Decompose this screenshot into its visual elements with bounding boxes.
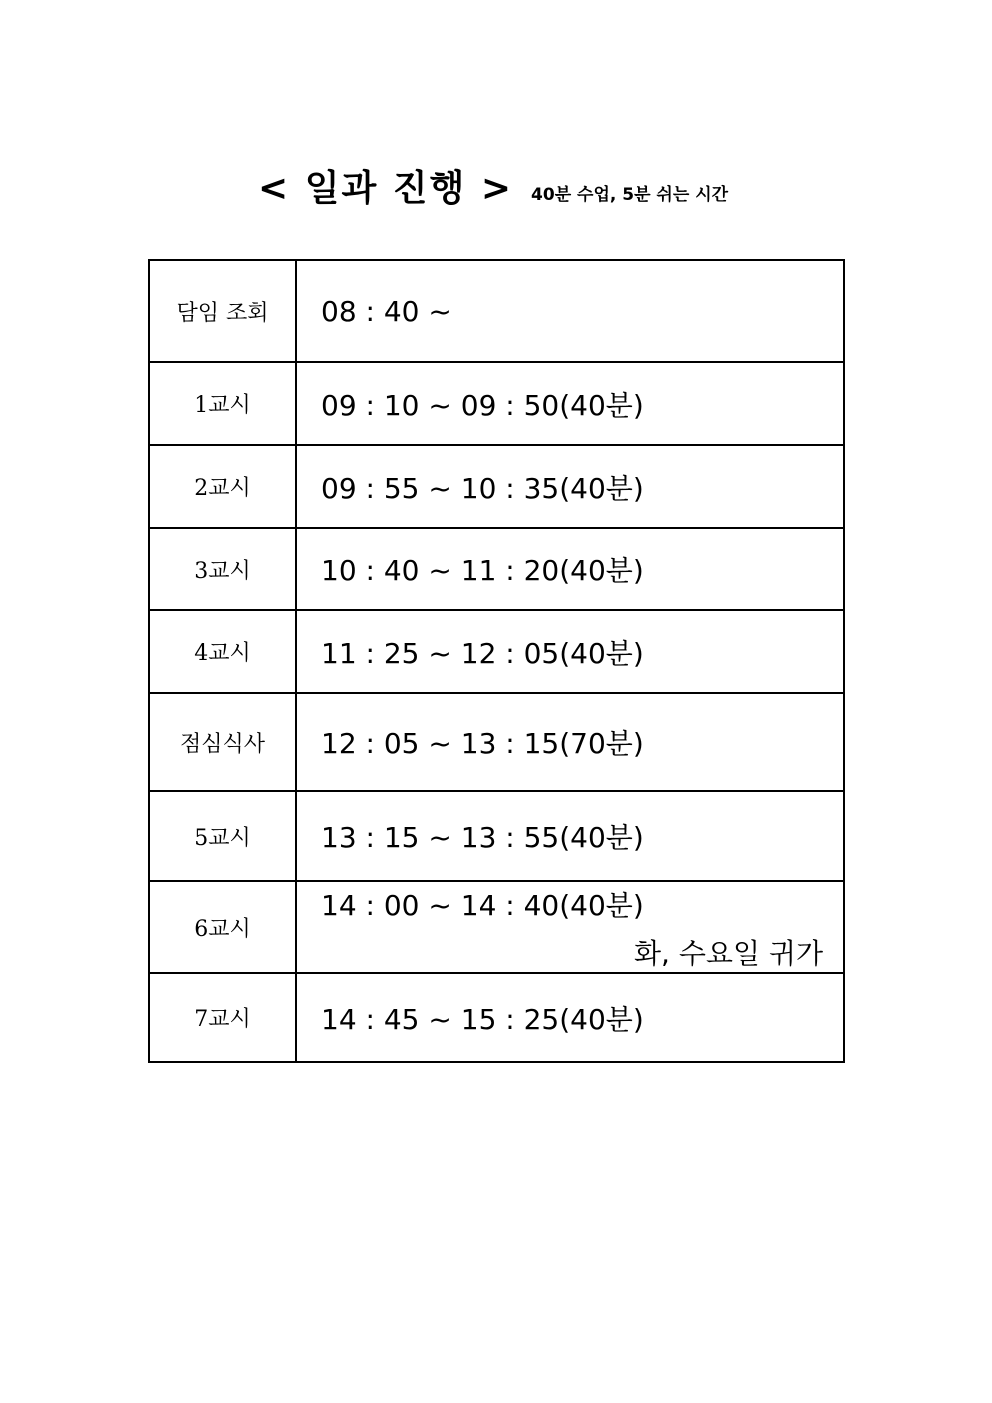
table-row <box>149 973 844 1062</box>
schedule-table <box>148 259 845 1063</box>
table-row <box>149 362 844 445</box>
period-label: 6교시 <box>149 881 296 973</box>
page-subtitle: 40분 수업, 5분 쉬는 시간 <box>531 185 729 205</box>
period-time: 14 : 45 ~ 15 : 25(40분) <box>296 973 844 1062</box>
table-row <box>149 693 844 791</box>
period-label: 1교시 <box>149 362 296 445</box>
period-label: 3교시 <box>149 528 296 610</box>
table-row <box>149 881 844 973</box>
table-row <box>149 610 844 693</box>
period-label: 2교시 <box>149 445 296 528</box>
table-row <box>149 791 844 881</box>
title-row <box>258 160 728 211</box>
period-time: 12 : 05 ~ 13 : 15(70분) <box>296 693 844 791</box>
period-time: 13 : 15 ~ 13 : 55(40분) <box>296 791 844 881</box>
period-time: 09 : 55 ~ 10 : 35(40분) <box>296 445 844 528</box>
table-row <box>149 445 844 528</box>
period-label: 7교시 <box>149 973 296 1062</box>
period-time: 14 : 00 ~ 14 : 40(40분) <box>321 889 644 922</box>
period-time: 11 : 25 ~ 12 : 05(40분) <box>296 610 844 693</box>
period-time: 09 : 10 ~ 09 : 50(40분) <box>296 362 844 445</box>
period-label: 점심식사 <box>149 693 296 791</box>
period-time: 10 : 40 ~ 11 : 20(40분) <box>296 528 844 610</box>
period-time-cell <box>296 881 844 973</box>
page-title: < 일과 진행 > <box>258 168 514 209</box>
period-label: 4교시 <box>149 610 296 693</box>
table-row <box>149 528 844 610</box>
period-time: 08 : 40 ~ <box>296 260 844 362</box>
period-note: 화, 수요일 귀가 <box>634 937 823 970</box>
table-row <box>149 260 844 362</box>
period-label: 담임 조회 <box>149 260 296 362</box>
period-label: 5교시 <box>149 791 296 881</box>
